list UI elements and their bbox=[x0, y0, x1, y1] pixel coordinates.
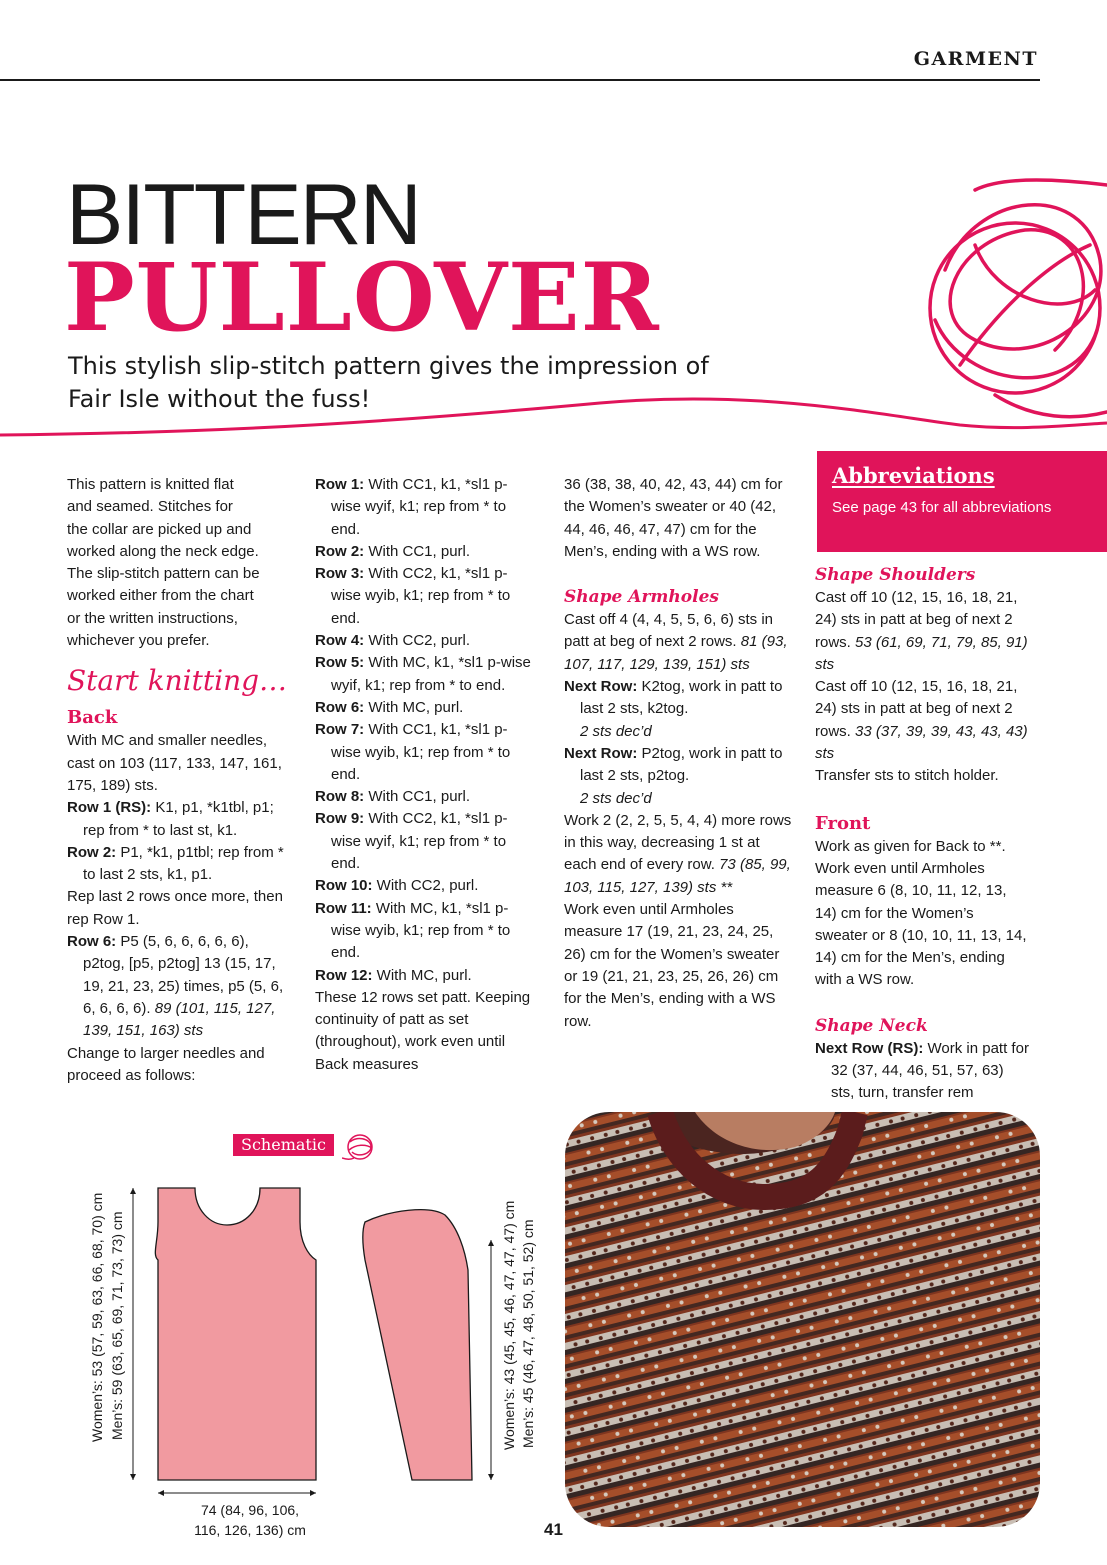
row-label: Row 6: bbox=[67, 933, 117, 951]
back-row-2 bbox=[67, 842, 292, 887]
neck-next-row bbox=[815, 1038, 1030, 1105]
pattern-row-7 bbox=[315, 719, 535, 786]
row-label: Row 10: bbox=[315, 877, 373, 895]
width-label-line: 116, 126, 136) cm bbox=[194, 1522, 306, 1538]
row-text: With MC, k1, *sl1 p-wise wyif, k1; rep from * to end. bbox=[331, 654, 531, 694]
arrowhead bbox=[310, 1490, 316, 1496]
title-line-1: BITTERN bbox=[66, 167, 420, 263]
row-label: Row 2: bbox=[67, 843, 117, 861]
back-measure: 36 (38, 38, 40, 42, 43, 44) cm for the Women’s sweater or 40 (42, 44, 46, 46, 47, 47) cm for the Men’s, ending with a WS row. bbox=[564, 476, 783, 560]
row-text: K1, p1, *k1tbl, p1; rep from * to last st, k1. bbox=[83, 799, 274, 839]
column-4 bbox=[815, 563, 1030, 1105]
back-row-1 bbox=[67, 797, 292, 842]
start-knitting-heading: Start knitting… bbox=[67, 664, 288, 698]
arrowhead bbox=[488, 1240, 494, 1246]
spacer bbox=[815, 788, 1030, 810]
spacer bbox=[564, 563, 794, 585]
stitch-count: 33 (37, 39, 39, 43, 43, 43) sts bbox=[815, 722, 1028, 763]
row-label: Row 4: bbox=[315, 632, 365, 650]
row-label: Row 8: bbox=[315, 788, 365, 806]
row-text: With CC1, k1, *sl1 p-wise wyif, k1; rep from * to end. bbox=[331, 476, 508, 538]
pattern-row-8 bbox=[315, 786, 535, 808]
intro-text bbox=[67, 474, 292, 652]
row-text: P1, *k1, p1tbl; rep from * to last 2 sts, k1, p1. bbox=[83, 843, 284, 884]
row-label: Row 2: bbox=[315, 542, 365, 560]
intro-line: the collar are picked up and bbox=[67, 520, 252, 538]
arrowhead bbox=[488, 1474, 494, 1480]
transfer-stitches: Transfer sts to stitch holder. bbox=[815, 767, 999, 785]
row-label: Next Row: bbox=[564, 744, 638, 762]
change-needles: Change to larger needles and proceed as follows: bbox=[67, 1044, 265, 1084]
shoulders-castoff-2 bbox=[815, 676, 1030, 765]
body-height-arrow bbox=[128, 1180, 138, 1490]
row-label: Row 7: bbox=[315, 721, 365, 739]
pattern-row-10 bbox=[315, 875, 535, 897]
column-1 bbox=[67, 474, 292, 1087]
row-text: P5 (5, 6, 6, 6, 6, 6), p2tog, [p5, p2tog] 13 (15, 17, 19, 21, 23, 25) times, p5 (5, 6, 6, 6, 6, 6). bbox=[83, 933, 284, 1017]
row-label: Row 1 (RS): bbox=[67, 799, 152, 817]
back-repeat: Rep last 2 rows once more, then rep Row 1. bbox=[67, 888, 283, 928]
decrease-note: 2 sts dec’d bbox=[580, 722, 652, 740]
pattern-row-1 bbox=[315, 474, 535, 541]
arrowhead bbox=[158, 1490, 164, 1496]
row-text: With MC, purl. bbox=[372, 966, 472, 984]
row-text: K2tog, work in patt to last 2 sts, k2tog. bbox=[580, 678, 783, 718]
row-label: Row 12: bbox=[315, 966, 373, 984]
row-label: Row 5: bbox=[315, 654, 365, 672]
intro-line: and seamed. Stitches for bbox=[67, 498, 233, 516]
row-label: Row 3: bbox=[315, 565, 365, 583]
intro-line: worked either from the chart bbox=[67, 587, 254, 605]
intro-line: or the written instructions, bbox=[67, 609, 238, 627]
body-length-women-label: Women’s: 53 (57, 59, 63, 66, 68, 70) cm bbox=[89, 1192, 105, 1442]
width-label-line: 74 (84, 96, 106, bbox=[200, 1502, 300, 1518]
page-number: 41 bbox=[544, 1520, 563, 1539]
sweater-photo bbox=[565, 1112, 1040, 1527]
row-label: Next Row: bbox=[564, 678, 638, 696]
front-text: Work as given for Back to **. Work even until Armholes measure 6 (8, 10, 11, 12, 13, 14) cm for the Women’s sweater or 8 (10, 10, 11, 13, 14, 14) cm for the Men’s, ending with a WS row. bbox=[815, 837, 1027, 989]
pattern-row-5 bbox=[315, 652, 535, 697]
work-more-text: Work 2 (2, 2, 5, 5, 4, 4) more rows in this way, decreasing 1 st at each end of every row. bbox=[564, 811, 792, 874]
sleeve-length-men-label: Men’s: 45 (46, 47, 48, 50, 51, 52) cm bbox=[520, 1219, 536, 1448]
next-row-p2tog bbox=[564, 743, 794, 810]
castoff-text: Cast off 10 (12, 15, 16, 18, 21, 24) sts in patt at beg of next 2 rows. bbox=[815, 678, 1018, 740]
back-heading: Back bbox=[67, 707, 118, 729]
row-text: P2tog, work in patt to last 2 sts, p2tog. bbox=[580, 744, 783, 785]
row-label: Row 1: bbox=[315, 476, 365, 493]
stitch-count: 81 (93, 107, 117, 129, 139, 151) sts bbox=[564, 633, 788, 673]
shape-shoulders-heading: Shape Shoulders bbox=[815, 565, 976, 585]
decrease-note: 2 sts dec’d bbox=[580, 789, 652, 807]
sweater-photo-image bbox=[565, 1112, 1040, 1527]
pattern-row-4 bbox=[315, 630, 535, 652]
work-more-rows bbox=[564, 810, 794, 899]
stitch-count: 89 (101, 115, 127, 139, 151, 163) sts bbox=[83, 999, 276, 1040]
row-text: With CC2, k1, *sl1 p-wise wyib, k1; rep from * to end. bbox=[331, 565, 511, 627]
column-3 bbox=[564, 474, 794, 1033]
sleeve-panel bbox=[363, 1210, 472, 1480]
pattern-row-12 bbox=[315, 965, 535, 987]
armholes-castoff bbox=[564, 609, 794, 676]
section-label: GARMENT bbox=[913, 48, 1038, 70]
row-text: With MC, k1, *sl1 p-wise wyib, k1; rep from * to end. bbox=[331, 899, 511, 962]
row-text: With CC2, purl. bbox=[372, 877, 479, 895]
subtitle-line-1: This stylish slip-stitch pattern gives the impression of bbox=[68, 352, 709, 380]
abbreviations-text: See page 43 for all abbreviations bbox=[832, 499, 1052, 516]
row-text: With MC, purl. bbox=[364, 698, 464, 716]
intro-line: This pattern is knitted flat bbox=[67, 476, 234, 493]
sleeve-length-women-label: Women’s: 43 (45, 45, 46, 47, 47, 47) cm bbox=[501, 1200, 517, 1450]
row-label: Row 6: bbox=[315, 698, 365, 716]
pattern-row-3 bbox=[315, 563, 535, 630]
back-cast-on: With MC and smaller needles, cast on 103 (117, 133, 147, 161, 175, 189) sts. bbox=[67, 732, 282, 794]
abbreviations-box bbox=[817, 451, 1107, 552]
pattern-row-9 bbox=[315, 808, 535, 875]
pattern-row-6 bbox=[315, 697, 535, 719]
back-row-6 bbox=[67, 931, 292, 1042]
pattern-row-2 bbox=[315, 541, 535, 563]
title-line-2: PULLOVER bbox=[64, 243, 660, 353]
subtitle-line-2: Fair Isle without the fuss! bbox=[68, 385, 371, 413]
row-text: With CC1, k1, *sl1 p-wise wyib, k1; rep from * to end. bbox=[331, 721, 511, 783]
row-text: With CC2, k1, *sl1 p-wise wyif, k1; rep from * to end. bbox=[331, 810, 508, 873]
row-text: With CC2, purl. bbox=[364, 632, 471, 650]
row-label: Row 9: bbox=[315, 810, 365, 828]
schematic-drawing bbox=[150, 1180, 540, 1500]
body-panel bbox=[155, 1188, 316, 1480]
front-heading: Front bbox=[815, 812, 871, 834]
wavy-divider bbox=[0, 395, 1107, 445]
row-label: Row 11: bbox=[315, 899, 372, 917]
stitch-count: 53 (61, 69, 71, 79, 85, 91) sts bbox=[815, 633, 1028, 673]
column-2 bbox=[315, 474, 535, 1076]
castoff-text: Cast off 4 (4, 4, 5, 5, 6, 6) sts in patt at beg of next 2 rows. bbox=[564, 611, 773, 651]
shape-armholes-heading: Shape Armholes bbox=[564, 587, 719, 608]
header-rule bbox=[0, 79, 1040, 81]
row-text: With CC1, purl. bbox=[364, 788, 471, 806]
intro-line: The slip-stitch pattern can be bbox=[67, 565, 260, 583]
row-text: Work in patt for 32 (37, 44, 46, 51, 57, 63) sts, turn, transfer rem bbox=[831, 1039, 1029, 1102]
castoff-text: Cast off 10 (12, 15, 16, 18, 21, 24) sts in patt at beg of next 2 rows. bbox=[815, 589, 1018, 651]
yarn-ball-small-icon bbox=[342, 1132, 376, 1162]
row-label: Next Row (RS): bbox=[815, 1039, 924, 1057]
shape-neck-heading: Shape Neck bbox=[815, 1015, 928, 1036]
intro-line: worked along the neck edge. bbox=[67, 542, 259, 560]
row-text: With CC1, purl. bbox=[364, 542, 471, 560]
pattern-row-11 bbox=[315, 898, 535, 965]
intro-line: whichever you prefer. bbox=[67, 632, 210, 650]
next-row-k2tog bbox=[564, 676, 794, 743]
body-length-men-label: Men’s: 59 (63, 65, 69, 71, 73, 73) cm bbox=[109, 1211, 125, 1440]
stitch-count: 73 (85, 99, 103, 115, 127, 139) sts ** bbox=[564, 856, 791, 896]
work-even: Work even until Armholes measure 17 (19, 21, 23, 24, 25, 26) cm for the Women’s sweater or 19 (21, 21, 23, 25, 26, 26) cm for the Men’s, ending with a WS row. bbox=[564, 901, 780, 1030]
shoulders-castoff-1 bbox=[815, 587, 1030, 676]
pattern-continuation: These 12 rows set patt. Keeping continuity of patt as set (throughout), work even until Back measures bbox=[315, 988, 531, 1073]
abbreviations-title: Abbreviations bbox=[832, 463, 995, 488]
spacer bbox=[815, 992, 1030, 1014]
schematic-tag: Schematic bbox=[233, 1134, 334, 1156]
